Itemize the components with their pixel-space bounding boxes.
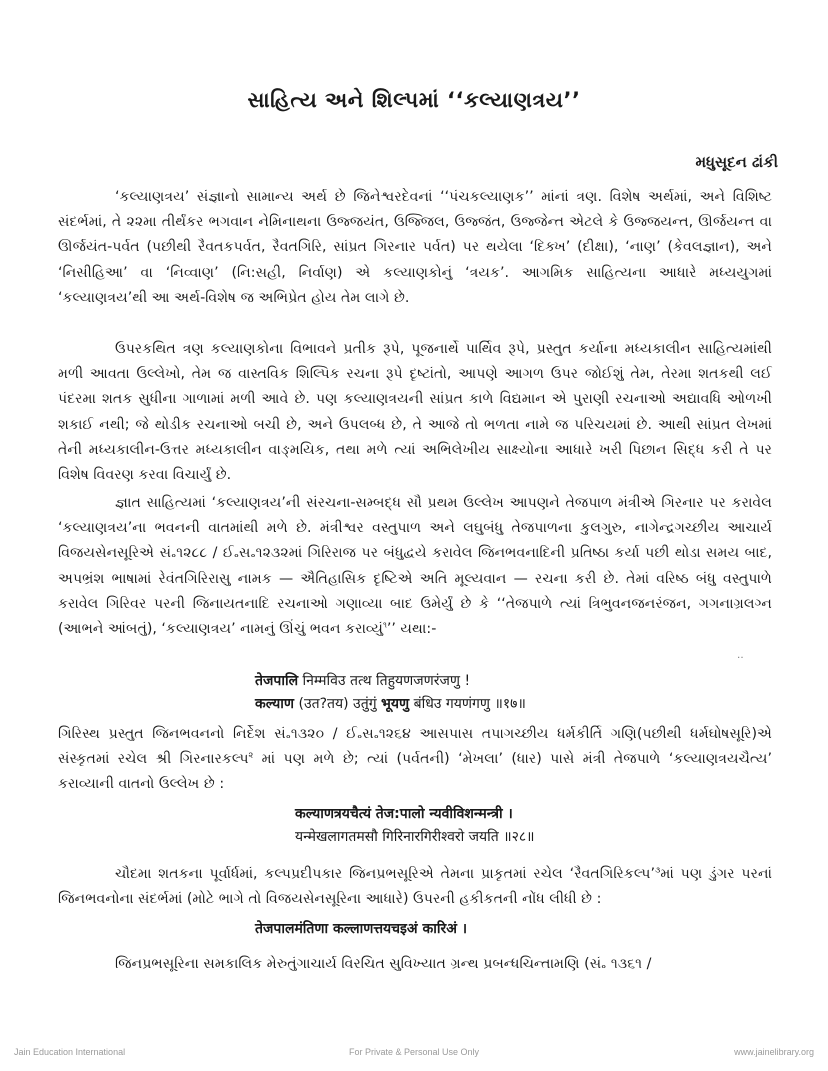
verse-3-line-1: तेजपालमंतिणा कल्लाणत्तयचइअं कारिअं ।	[255, 921, 468, 937]
stray-mark: ‥	[737, 650, 744, 661]
verse-text: निम्मविउ तत्थ तिहुयणजणरंजणु !	[298, 673, 471, 689]
paragraph-1	[58, 185, 772, 311]
paragraph-text: જિનપ્રભસૂરિના સમકાલિક મેરુતુંગાચાર્ય વિરચિત સુવિખ્યાત ગ્રન્થ પ્રબન્ધચિન્તામણિ (સં૰ ૧૩૬૧ /	[115, 956, 652, 972]
verse-text: (उत?तय) उतुंगुं	[294, 696, 382, 712]
verse-1	[255, 670, 526, 716]
footer-usage-note: For Private & Personal Use Only	[348, 1047, 480, 1057]
paragraph-text	[58, 491, 772, 642]
footer-website-link[interactable]: www.jainelibrary.org	[734, 1047, 814, 1057]
footnote-ref-1: ૧	[382, 620, 387, 630]
verse-1-line-1	[255, 670, 526, 693]
paragraph-text	[58, 722, 772, 798]
paragraph-text: ઉપરકથિત ત્રણ કલ્યાણકોના વિભાવને પ્રતીક રૂપે, પૂજનાર્થે પાર્થિવ રૂપે, પ્રસ્તુત કર્યાના મધ્યકાલીન સાહિત્યમાંથી મળી આવતા ઉલ્લેખો, તેમ જ વાસ્તવિક શિલ્પિક રચના રૂપે દૃષ્ટાંતો, આપણે આગળ ઉપર જોઈશું તેમ, તેરમા શતકથી લઈ પંદરમા શતક સુધીના ગાળામાં મળી આવે છે. પણ કલ્યાણત્રયની સાંપ્રત કાળે વિદ્યમાન એ પુરાણી રચનાઓ અદ્યાવધિ ઓળખી શકાઈ નથી; જે થોડીક રચનાઓ બચી છે, અને ઉપલબ્ધ છે, તે આજે તો ભળતા નામે જ પરિચયમાં છે. આથી સાંપ્રત લેખમાં તેની મધ્યકાલીન-ઉત્તર મધ્યકાલીન વાઙ્મયિક, તથા મળે ત્યાં અભિલેખીય સાક્ષ્યોના આધારે ખરી પિછાન સિદ્ધ કરી તે પર વિશેષ વિવરણ કરવા વિચાર્યું છે.	[58, 341, 772, 484]
verse-1-line-2	[255, 693, 526, 716]
paragraph-6	[58, 952, 772, 977]
verse-2-line-1: कल्याणत्रयचैत्यं तेज:पालो न्यवीविशन्मन्त्री ।	[295, 806, 513, 822]
verse-text: बंधिउ गयणंगणु ॥१७॥	[409, 696, 526, 712]
verse-2	[295, 803, 535, 849]
verse-2-line-2: यन्मेखलागतमसौ गिरिनारगिरीश्वरो जयति ॥२८॥	[295, 829, 535, 845]
footnote-ref-3: ૩	[655, 865, 661, 875]
paragraph-2	[58, 337, 772, 488]
paragraph-3	[58, 491, 772, 642]
verse-3	[255, 918, 467, 941]
verse-bold: तेजपालि	[255, 673, 299, 689]
paragraph-text-tail: ’’ યથા:-	[386, 621, 437, 638]
verse-bold: कल्याण	[255, 696, 295, 712]
footnote-ref-2: ૨	[248, 750, 254, 760]
paragraph-text	[58, 862, 772, 912]
paragraph-5	[58, 862, 772, 912]
article-title: સાહિત્ય અને શિલ્પમાં ‘‘કલ્યાણત્રય’’	[247, 88, 581, 112]
paragraph-text-main: ગિરિસ્થ પ્રસ્તુત જિનભવનનો નિર્દેશ સં૰૧૩૨૦ / ઈ૰સ૰૧૨૬૪ આસપાસ તપાગચ્છીય ધર્મકીર્તિ ગણિ(પછીથી ધર્મઘોષસૂરિ)એ સંસ્કૃતમાં રચેલ શ્રી ગિરનારકલ્પ	[58, 726, 772, 768]
paragraph-text-tail: માં પણ મળે છે; ત્યાં (પર્વતની) ‘મેખલા’ (ધાર) પાસે મંત્રી તેજપાળે ‘કલ્યાણત્રયચૈત્ય’ કરાવ્યાની વાતનો ઉલ્લેખ છે :	[58, 751, 773, 793]
paragraph-text: ‘કલ્યાણત્રય’ સંજ્ઞાનો સામાન્ય અર્થ છે જિનેશ્વરદેવનાં ‘‘પંચકલ્યાણક’’ માંનાં ત્રણ. વિશેષ અર્થમાં, અને વિશિષ્ટ સંદર્ભમાં, તે ૨૨મા તીર્થંકર ભગવાન નેમિનાથના ઉજ્જયંત, ઉજ્જિલ, ઉજ્જંત, ઉજ્જેન્ત એટલે કે ઉજ્જયન્ત, ઊર્જયન્ત વા ઊર્જયંત-પર્વત (પછીથી રૈવતકપર્વત, રૈવતગિરિ, સાંપ્રત ગિરનાર પર્વત) પર થયેલા ‘દિક્ખ’ (દીક્ષા), ‘નાણ’ (કેવલજ્ઞાન), અને ‘નિસીહિઆ’ વા ‘નિવ્વાણ’ (નિ:સહી, નિર્વાણ) એ કલ્યાણકોનું ‘ત્રયક’. આગમિક સાહિત્યના આધારે મધ્યયુગમાં ‘કલ્યાણત્રય’થી આ અર્થ-વિશેષ જ અભિપ્રેત હોય તેમ લાગે છે.	[58, 189, 772, 306]
article-author: મધુસૂદન ઢાંકી	[695, 153, 778, 171]
paragraph-text-main: જ્ઞાત સાહિત્યમાં ‘કલ્યાણત્રય’ની સંરચના-સમ્બદ્ધ સૌ પ્રથમ ઉલ્લેખ આપણને તેજપાળ મંત્રીએ ગિરનાર પર કરાવેલ ‘કલ્યાણત્રય’ના ભવનની વાતમાંથી મળે છે. મંત્રીશ્વર વસ્તુપાળ અને લઘુબંધુ તેજપાળના કુલગુરુ, નાગેન્દ્રગચ્છીય આચાર્ય વિજયસેનસૂરિએ સં૰૧૨૮૮ / ઈ૰સ૰૧૨૩૨માં ગિરિરાજ પર બંધુદ્વયે કરાવેલ જિનભવનાદિની પ્રતિષ્ઠા કર્યા પછી થોડા સમય બાદ, અપભ્રંશ ભાષામાં રેવંતગિરિરાસુ નામક — ઐતિહાસિક દૃષ્ટિએ અતિ મૂલ્યવાન — રચના કરી છે. તેમાં વરિષ્ઠ બંધુ વસ્તુપાળે કરાવેલ ગિરિવર પરની જિનાયતનાદિ રચનાઓ ગણાવ્યા બાદ ઉમેર્યું છે કે ‘‘તેજપાળે ત્યાં ત્રિભુવનજનરંજન, ગગનાગ્રલગ્ન (આભને આંબતું), ‘કલ્યાણત્રય’ નામનું ઊંચું ભવન કરાવ્યું	[58, 495, 772, 638]
paragraph-text-tail: માં પણ ડુંગર પરનાં જિનભવનોના સંદર્ભમાં (મોટે ભાગે તો વિજયસેનસૂરિના આધારે) ઉપરની હકીકતની નોંધ લીધી છે :	[58, 866, 772, 908]
paragraph-4	[58, 722, 772, 798]
verse-bold: भूयणु	[381, 696, 410, 712]
paragraph-text-main: ચૌદમા શતકના પૂર્વાર્ધમાં, કલ્પપ્રદીપકાર જિનપ્રભસૂરિએ તેમના પ્રાકૃતમાં રચેલ ‘રૈવતગિરિકલ્પ’	[115, 866, 655, 882]
footer-publisher: Jain Education International	[14, 1047, 126, 1057]
